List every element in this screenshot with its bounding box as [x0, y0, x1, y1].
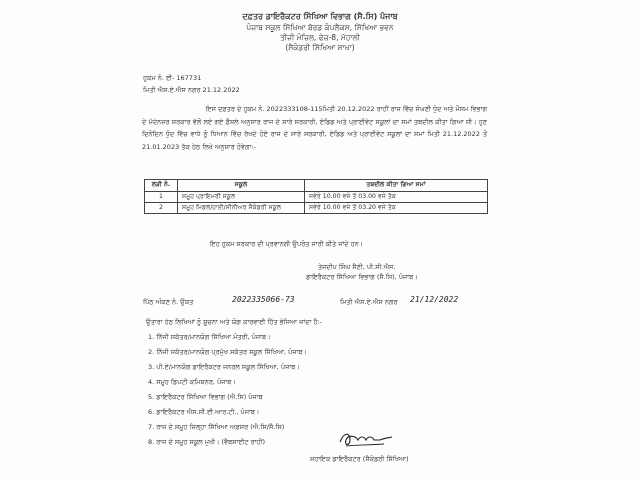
row-school: ਸਮੂਹ ਪ੍ਰਾਇਮਰੀ ਸਕੂਲ [178, 192, 305, 203]
signature-image [336, 428, 396, 450]
office-address-line2: ਤੀਜੀ ਮੰਜ਼ਿਲ, ਫੇਜ਼-8, ਮੋਹਾਲੀ [280, 33, 360, 42]
endorsement-date: 21/12/2022 [410, 295, 459, 304]
endorsement-date-prefix: ਮਿਤੀ ਐਸ.ਏ.ਐਸ ਨਗਰ [340, 298, 398, 306]
list-item: 6. ਡਾਇਰੈਕਟਰ ਐਸ.ਸੀ.ਈ.ਆਰ.ਟੀ., ਪੰਜਾਬ। [148, 408, 260, 416]
list-item: 4. ਸਮੂਹ ਡਿਪਟੀ ਕਮਿਸ਼ਨਰ, ਪੰਜਾਬ। [148, 378, 236, 386]
order-date: ਮਿਤੀ ਐਸ.ਏ.ਐਸ ਨਗਰ 21.12.2022 [143, 86, 240, 94]
order-number: ਹੁਕਮ ਨੰ. ਈ- 167731 [143, 74, 202, 82]
table-row [145, 192, 488, 203]
list-item: 5. ਡਾਇਰੈਕਟਰ ਸਿੱਖਿਆ ਵਿਭਾਗ (ਐ.ਸਿ) ਪੰਜਾਬ [148, 393, 263, 401]
col-serial-header: ਲੜੀ ਨੰ. [145, 180, 178, 192]
order-paragraph: ਇਸ ਦਫ਼ਤਰ ਦੇ ਹੁਕਮ ਨੰ. 2022333108-115ਮਿਤੀ 20.12.2022 ਰਾਹੀਂ ਰਾਜ ਵਿੱਚ ਸੰਘਣੀ ਧੁੰਦ ਅਤੇ ਮੌਸਮ ਵਿਭਾਗ ਦੇ ਮੱਦੇਨਜ਼ਰ ਸਰਕਾਰ ਵੱਲੋਂ ਲਏ ਗਏ ਫ਼ੈਸਲੇ ਅਨੁਸਾਰ ਰਾਜ ਦੇ ਸਾਰੇ ਸਰਕਾਰੀ, ਏਡਿਡ ਅਤੇ ਪ੍ਰਾਈਵੇਟ ਸਕੂਲਾਂ ਦਾ ਸਮਾਂ ਤਬਦੀਲ ਕੀਤਾ ਗਿਆ ਸੀ। ਹੁਣ ਦਿਨੋਂਦਿਨ ਧੁੰਦ ਵਿੱਚ ਵਾਧੇ ਨੂੰ ਧਿਆਨ ਵਿੱਚ ਰੱਖਦੇ ਹੋਏ ਰਾਜ ਦੇ ਸਾਰੇ ਸਰਕਾਰੀ, ਏਡਿਡ ਅਤੇ ਪ੍ਰਾਈਵੇਟ ਸਕੂਲਾਂ ਦਾ ਸਮਾਂ ਮਿਤੀ 21.12.2022 ਤੋਂ 21.01.2023 ਤੱਕ ਹੇਠ ਲਿਖੇ ਅਨੁਸਾਰ ਹੋਵੇਗਾ:- [142, 105, 487, 151]
approval-line: ਇਹ ਹੁਕਮ ਸਰਕਾਰ ਦੀ ਪ੍ਰਵਾਨਗੀ ਉਪਰੰਤ ਜਾਰੀ ਕੀਤੇ ਜਾਂਦੇ ਹਨ। [210, 240, 364, 248]
col-school-header: ਸਕੂਲ [178, 180, 305, 192]
schedule-table [144, 179, 488, 214]
endorsement-number: 2022335066-73 [232, 295, 295, 304]
list-item: 8. ਰਾਜ ਦੇ ਸਮੂਹ ਸਕੂਲ ਮੁਖੀ। (ਵੈਬਸਾਈਟ ਰਾਹੀਂ) [148, 438, 266, 446]
distribution-intro: ਉਤਾਰਾ ਹੇਠ ਲਿਖਿਆਂ ਨੂੰ ਸੂਚਨਾ ਅਤੇ ਯੋਗ ਕਾਰਵਾਈ ਹਿੱਤ ਭੇਜਿਆ ਜਾਂਦਾ ਹੈ:- [146, 318, 322, 326]
table-header-row [145, 180, 488, 192]
endorsement-prefix: ਪਿੱਠ ਅੰਕਣ ਨੰ. ਉਕਤ [143, 298, 194, 306]
list-item: 3. ਪੀ.ਏ/ਮਾਨਯੋਗ ਡਾਇਰੈਕਟਰ ਜਨਰਲ ਸਕੂਲ ਸਿੱਖਿਆ, ਪੰਜਾਬ। [148, 363, 300, 371]
table-row [145, 203, 488, 214]
list-item: 2. ਨਿੱਜੀ ਸਕੱਤਰ/ਮਾਨਯੋਗ ਪ੍ਰਮੁੱਖ ਸਕੱਤਰ ਸਕੂਲ ਸਿੱਖਿਆ, ਪੰਜਾਬ। [148, 348, 307, 356]
assistant-director-title: ਸਹਾਇਕ ਡਾਇਰੈਕਟਰ (ਸੈਕੰਡਰੀ ਸਿੱਖਿਆ) [310, 455, 409, 463]
office-section: (ਸੈਕੰਡਰੀ ਸਿੱਖਿਆ ਸ਼ਾਖਾ) [285, 43, 355, 52]
row-time: ਸਵੇਰੇ 10.00 ਵਜੇ ਤੋਂ 03.00 ਵਜੇ ਤੱਕ [305, 192, 488, 203]
row-serial: 2 [145, 203, 178, 214]
office-title: ਦਫ਼ਤਰ ਡਾਇਰੈਕਟਰ ਸਿੱਖਿਆ ਵਿਭਾਗ (ਸੈ.ਸਿ) ਪੰਜਾਬ [242, 12, 398, 21]
signatory-title: ਡਾਇਰੈਕਟਰ ਸਿੱਖਿਆ ਵਿਭਾਗ (ਸੈ.ਸਿ), ਪੰਜਾਬ। [306, 273, 418, 281]
signatory-name: ਤੇਜਦੀਪ ਸਿੰਘ ਸੈਣੀ, ਪੀ.ਸੀ.ਐਸ. [318, 263, 396, 271]
office-address-line1: ਪੰਜਾਬ ਸਕੂਲ ਸਿੱਖਿਆ ਬੋਰਡ ਕੰਪਲੈਕਸ, ਸਿੱਖਿਆ ਭਵਨ [246, 23, 394, 32]
list-item: 7. ਰਾਜ ਦੇ ਸਮੂਹ ਜ਼ਿਲ੍ਹਾ ਸਿੱਖਿਆ ਅਫ਼ਸਰ (ਐ.ਸਿ/ਸੈ.ਸਿ) [148, 423, 285, 431]
row-serial: 1 [145, 192, 178, 203]
row-school: ਸਮੂਹ ਮਿਡਲ/ਹਾਈ/ਸੀਨੀਅਰ ਸੈਕੰਡਰੀ ਸਕੂਲ [178, 203, 305, 214]
list-item: 1. ਨਿੱਜੀ ਸਕੱਤਰ/ਮਾਨਯੋਗ ਸਿੱਖਿਆ ਮੰਤਰੀ, ਪੰਜਾਬ। [148, 333, 271, 341]
col-time-header: ਤਬਦੀਲ ਕੀਤਾ ਗਿਆ ਸਮਾਂ [305, 180, 488, 192]
row-time: ਸਵੇਰੇ 10.00 ਵਜੇ ਤੋਂ 03.20 ਵਜੇ ਤੱਕ [305, 203, 488, 214]
